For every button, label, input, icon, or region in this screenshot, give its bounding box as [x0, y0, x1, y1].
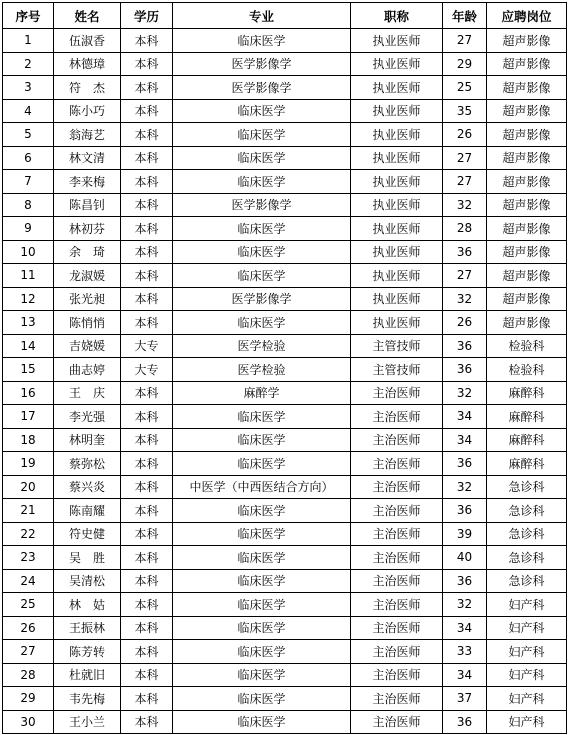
- cell-age: 32: [443, 193, 487, 217]
- cell-name: 伍淑香: [54, 29, 121, 53]
- cell-education: 本科: [121, 687, 173, 711]
- cell-seq: 17: [3, 405, 54, 429]
- cell-name: 韦先梅: [54, 687, 121, 711]
- cell-education: 本科: [121, 710, 173, 734]
- table-row: [3, 640, 567, 664]
- header-name: 姓名: [54, 3, 121, 29]
- cell-education: 本科: [121, 264, 173, 288]
- table-row: [3, 146, 567, 170]
- cell-major: 临床医学: [173, 499, 351, 523]
- cell-education: 本科: [121, 640, 173, 664]
- cell-title: 主治医师: [351, 687, 443, 711]
- cell-major: 临床医学: [173, 616, 351, 640]
- cell-title: 主治医师: [351, 640, 443, 664]
- cell-name: 杜就旧: [54, 663, 121, 687]
- cell-name: 林明奎: [54, 428, 121, 452]
- cell-age: 25: [443, 76, 487, 100]
- cell-position: 超声影像: [487, 217, 567, 241]
- cell-title: 执业医师: [351, 123, 443, 147]
- cell-age: 37: [443, 687, 487, 711]
- cell-age: 36: [443, 334, 487, 358]
- cell-education: 本科: [121, 405, 173, 429]
- cell-title: 主治医师: [351, 710, 443, 734]
- cell-age: 34: [443, 616, 487, 640]
- cell-position: 超声影像: [487, 29, 567, 53]
- cell-seq: 14: [3, 334, 54, 358]
- cell-major: 医学检验: [173, 334, 351, 358]
- cell-education: 大专: [121, 358, 173, 382]
- cell-age: 36: [443, 569, 487, 593]
- cell-education: 本科: [121, 593, 173, 617]
- table-row: [3, 475, 567, 499]
- cell-name: 符史健: [54, 522, 121, 546]
- table-row: [3, 522, 567, 546]
- cell-major: 医学影像学: [173, 76, 351, 100]
- cell-name: 陈悄悄: [54, 311, 121, 335]
- cell-name: 曲志婷: [54, 358, 121, 382]
- cell-seq: 20: [3, 475, 54, 499]
- cell-seq: 18: [3, 428, 54, 452]
- cell-title: 执业医师: [351, 52, 443, 76]
- cell-title: 主治医师: [351, 546, 443, 570]
- table-body: [3, 29, 567, 734]
- table-row: [3, 499, 567, 523]
- table-row: [3, 99, 567, 123]
- cell-major: 临床医学: [173, 522, 351, 546]
- cell-age: 27: [443, 146, 487, 170]
- cell-major: 临床医学: [173, 146, 351, 170]
- header-seq: 序号: [3, 3, 54, 29]
- cell-major: 临床医学: [173, 99, 351, 123]
- cell-position: 麻醉科: [487, 428, 567, 452]
- cell-age: 27: [443, 29, 487, 53]
- cell-title: 主治医师: [351, 405, 443, 429]
- cell-seq: 27: [3, 640, 54, 664]
- table-row: [3, 170, 567, 194]
- cell-major: 临床医学: [173, 240, 351, 264]
- cell-major: 临床医学: [173, 217, 351, 241]
- cell-seq: 7: [3, 170, 54, 194]
- cell-position: 妇产科: [487, 616, 567, 640]
- cell-position: 妇产科: [487, 687, 567, 711]
- cell-position: 超声影像: [487, 287, 567, 311]
- cell-title: 主治医师: [351, 663, 443, 687]
- table-row: [3, 52, 567, 76]
- cell-age: 28: [443, 217, 487, 241]
- cell-education: 本科: [121, 217, 173, 241]
- cell-seq: 2: [3, 52, 54, 76]
- cell-title: 主治医师: [351, 475, 443, 499]
- cell-seq: 8: [3, 193, 54, 217]
- cell-age: 36: [443, 452, 487, 476]
- cell-major: 临床医学: [173, 405, 351, 429]
- table-row: [3, 710, 567, 734]
- cell-position: 急诊科: [487, 475, 567, 499]
- table-row: [3, 193, 567, 217]
- table-row: [3, 546, 567, 570]
- cell-age: 26: [443, 311, 487, 335]
- cell-position: 检验科: [487, 358, 567, 382]
- header-age: 年龄: [443, 3, 487, 29]
- cell-position: 麻醉科: [487, 381, 567, 405]
- cell-title: 执业医师: [351, 264, 443, 288]
- cell-age: 35: [443, 99, 487, 123]
- cell-age: 34: [443, 663, 487, 687]
- cell-seq: 24: [3, 569, 54, 593]
- cell-title: 主治医师: [351, 616, 443, 640]
- cell-major: 临床医学: [173, 29, 351, 53]
- cell-age: 34: [443, 428, 487, 452]
- cell-major: 临床医学: [173, 170, 351, 194]
- cell-name: 余 琦: [54, 240, 121, 264]
- table-row: [3, 76, 567, 100]
- cell-title: 主管技师: [351, 358, 443, 382]
- cell-name: 林初芬: [54, 217, 121, 241]
- cell-age: 27: [443, 170, 487, 194]
- cell-name: 李来梅: [54, 170, 121, 194]
- cell-education: 本科: [121, 52, 173, 76]
- cell-major: 临床医学: [173, 569, 351, 593]
- cell-education: 本科: [121, 29, 173, 53]
- cell-education: 大专: [121, 334, 173, 358]
- cell-position: 超声影像: [487, 146, 567, 170]
- cell-name: 翁海艺: [54, 123, 121, 147]
- cell-position: 急诊科: [487, 569, 567, 593]
- cell-major: 临床医学: [173, 264, 351, 288]
- cell-major: 医学影像学: [173, 193, 351, 217]
- header-position: 应聘岗位: [487, 3, 567, 29]
- cell-major: 医学影像学: [173, 52, 351, 76]
- cell-name: 林德璋: [54, 52, 121, 76]
- cell-title: 执业医师: [351, 170, 443, 194]
- cell-major: 临床医学: [173, 546, 351, 570]
- table-row: [3, 569, 567, 593]
- cell-age: 29: [443, 52, 487, 76]
- cell-name: 龙淑媛: [54, 264, 121, 288]
- cell-name: 吴 胜: [54, 546, 121, 570]
- cell-position: 妇产科: [487, 593, 567, 617]
- cell-seq: 23: [3, 546, 54, 570]
- cell-title: 主治医师: [351, 381, 443, 405]
- applicant-table: [2, 2, 567, 734]
- cell-title: 执业医师: [351, 311, 443, 335]
- cell-education: 本科: [121, 475, 173, 499]
- table-row: [3, 358, 567, 382]
- cell-name: 陈芳转: [54, 640, 121, 664]
- table-row: [3, 264, 567, 288]
- cell-seq: 9: [3, 217, 54, 241]
- cell-title: 执业医师: [351, 287, 443, 311]
- table-row: [3, 240, 567, 264]
- cell-education: 本科: [121, 123, 173, 147]
- cell-seq: 19: [3, 452, 54, 476]
- cell-major: 临床医学: [173, 640, 351, 664]
- table-row: [3, 452, 567, 476]
- cell-seq: 29: [3, 687, 54, 711]
- cell-seq: 21: [3, 499, 54, 523]
- cell-position: 急诊科: [487, 499, 567, 523]
- cell-title: 主治医师: [351, 452, 443, 476]
- cell-education: 本科: [121, 428, 173, 452]
- cell-seq: 25: [3, 593, 54, 617]
- cell-education: 本科: [121, 381, 173, 405]
- cell-position: 急诊科: [487, 546, 567, 570]
- cell-education: 本科: [121, 522, 173, 546]
- cell-education: 本科: [121, 76, 173, 100]
- cell-education: 本科: [121, 287, 173, 311]
- cell-position: 超声影像: [487, 99, 567, 123]
- table-row: [3, 123, 567, 147]
- cell-education: 本科: [121, 616, 173, 640]
- cell-major: 麻醉学: [173, 381, 351, 405]
- table-row: [3, 287, 567, 311]
- cell-name: 林文清: [54, 146, 121, 170]
- cell-position: 超声影像: [487, 240, 567, 264]
- cell-title: 主治医师: [351, 522, 443, 546]
- header-title: 职称: [351, 3, 443, 29]
- cell-title: 执业医师: [351, 29, 443, 53]
- table-row: [3, 334, 567, 358]
- cell-seq: 13: [3, 311, 54, 335]
- cell-education: 本科: [121, 99, 173, 123]
- cell-age: 27: [443, 264, 487, 288]
- cell-major: 临床医学: [173, 428, 351, 452]
- cell-major: 临床医学: [173, 663, 351, 687]
- cell-education: 本科: [121, 193, 173, 217]
- cell-position: 超声影像: [487, 264, 567, 288]
- table-row: [3, 311, 567, 335]
- cell-age: 26: [443, 123, 487, 147]
- cell-age: 32: [443, 287, 487, 311]
- cell-name: 吉娆媛: [54, 334, 121, 358]
- table-row: [3, 616, 567, 640]
- cell-age: 40: [443, 546, 487, 570]
- cell-age: 32: [443, 593, 487, 617]
- cell-position: 超声影像: [487, 170, 567, 194]
- cell-seq: 4: [3, 99, 54, 123]
- cell-position: 妇产科: [487, 663, 567, 687]
- cell-name: 王振林: [54, 616, 121, 640]
- cell-position: 麻醉科: [487, 452, 567, 476]
- cell-name: 吴清松: [54, 569, 121, 593]
- cell-position: 检验科: [487, 334, 567, 358]
- cell-education: 本科: [121, 146, 173, 170]
- cell-age: 39: [443, 522, 487, 546]
- cell-major: 临床医学: [173, 311, 351, 335]
- table-row: [3, 428, 567, 452]
- cell-seq: 26: [3, 616, 54, 640]
- cell-title: 执业医师: [351, 193, 443, 217]
- cell-position: 超声影像: [487, 76, 567, 100]
- cell-title: 主治医师: [351, 428, 443, 452]
- cell-age: 36: [443, 240, 487, 264]
- header-major: 专业: [173, 3, 351, 29]
- cell-title: 执业医师: [351, 99, 443, 123]
- cell-title: 主管技师: [351, 334, 443, 358]
- cell-seq: 5: [3, 123, 54, 147]
- cell-seq: 22: [3, 522, 54, 546]
- cell-seq: 15: [3, 358, 54, 382]
- cell-title: 主治医师: [351, 593, 443, 617]
- cell-major: 医学检验: [173, 358, 351, 382]
- header-education: 学历: [121, 3, 173, 29]
- cell-seq: 28: [3, 663, 54, 687]
- cell-title: 主治医师: [351, 499, 443, 523]
- table-row: [3, 663, 567, 687]
- cell-age: 36: [443, 358, 487, 382]
- cell-major: 中医学（中西医结合方向）: [173, 475, 351, 499]
- cell-position: 妇产科: [487, 710, 567, 734]
- table-header: [3, 3, 567, 29]
- cell-name: 陈昌钊: [54, 193, 121, 217]
- cell-name: 蔡兴炎: [54, 475, 121, 499]
- cell-name: 李光强: [54, 405, 121, 429]
- cell-seq: 6: [3, 146, 54, 170]
- cell-seq: 10: [3, 240, 54, 264]
- table-row: [3, 29, 567, 53]
- cell-age: 36: [443, 499, 487, 523]
- cell-seq: 12: [3, 287, 54, 311]
- cell-name: 王小兰: [54, 710, 121, 734]
- cell-major: 临床医学: [173, 593, 351, 617]
- cell-title: 执业医师: [351, 240, 443, 264]
- cell-seq: 16: [3, 381, 54, 405]
- cell-education: 本科: [121, 546, 173, 570]
- cell-seq: 30: [3, 710, 54, 734]
- cell-name: 蔡弥松: [54, 452, 121, 476]
- cell-seq: 11: [3, 264, 54, 288]
- cell-age: 32: [443, 381, 487, 405]
- cell-name: 张光昶: [54, 287, 121, 311]
- header-row: [3, 3, 567, 29]
- cell-position: 超声影像: [487, 52, 567, 76]
- cell-age: 33: [443, 640, 487, 664]
- table-row: [3, 593, 567, 617]
- table-row: [3, 381, 567, 405]
- cell-name: 陈南耀: [54, 499, 121, 523]
- cell-education: 本科: [121, 663, 173, 687]
- cell-position: 妇产科: [487, 640, 567, 664]
- table-row: [3, 687, 567, 711]
- cell-education: 本科: [121, 569, 173, 593]
- cell-education: 本科: [121, 452, 173, 476]
- cell-age: 36: [443, 710, 487, 734]
- cell-position: 超声影像: [487, 123, 567, 147]
- cell-major: 临床医学: [173, 710, 351, 734]
- cell-education: 本科: [121, 170, 173, 194]
- table-row: [3, 405, 567, 429]
- cell-seq: 1: [3, 29, 54, 53]
- cell-title: 执业医师: [351, 76, 443, 100]
- cell-title: 主治医师: [351, 569, 443, 593]
- cell-major: 临床医学: [173, 687, 351, 711]
- cell-name: 符 杰: [54, 76, 121, 100]
- cell-education: 本科: [121, 499, 173, 523]
- cell-age: 34: [443, 405, 487, 429]
- cell-title: 执业医师: [351, 146, 443, 170]
- cell-position: 超声影像: [487, 311, 567, 335]
- table-row: [3, 217, 567, 241]
- cell-title: 执业医师: [351, 217, 443, 241]
- cell-name: 林 姑: [54, 593, 121, 617]
- cell-seq: 3: [3, 76, 54, 100]
- cell-education: 本科: [121, 240, 173, 264]
- cell-major: 医学影像学: [173, 287, 351, 311]
- cell-position: 急诊科: [487, 522, 567, 546]
- cell-age: 32: [443, 475, 487, 499]
- cell-education: 本科: [121, 311, 173, 335]
- cell-name: 王 庆: [54, 381, 121, 405]
- cell-position: 超声影像: [487, 193, 567, 217]
- cell-major: 临床医学: [173, 452, 351, 476]
- cell-position: 麻醉科: [487, 405, 567, 429]
- cell-major: 临床医学: [173, 123, 351, 147]
- cell-name: 陈小巧: [54, 99, 121, 123]
